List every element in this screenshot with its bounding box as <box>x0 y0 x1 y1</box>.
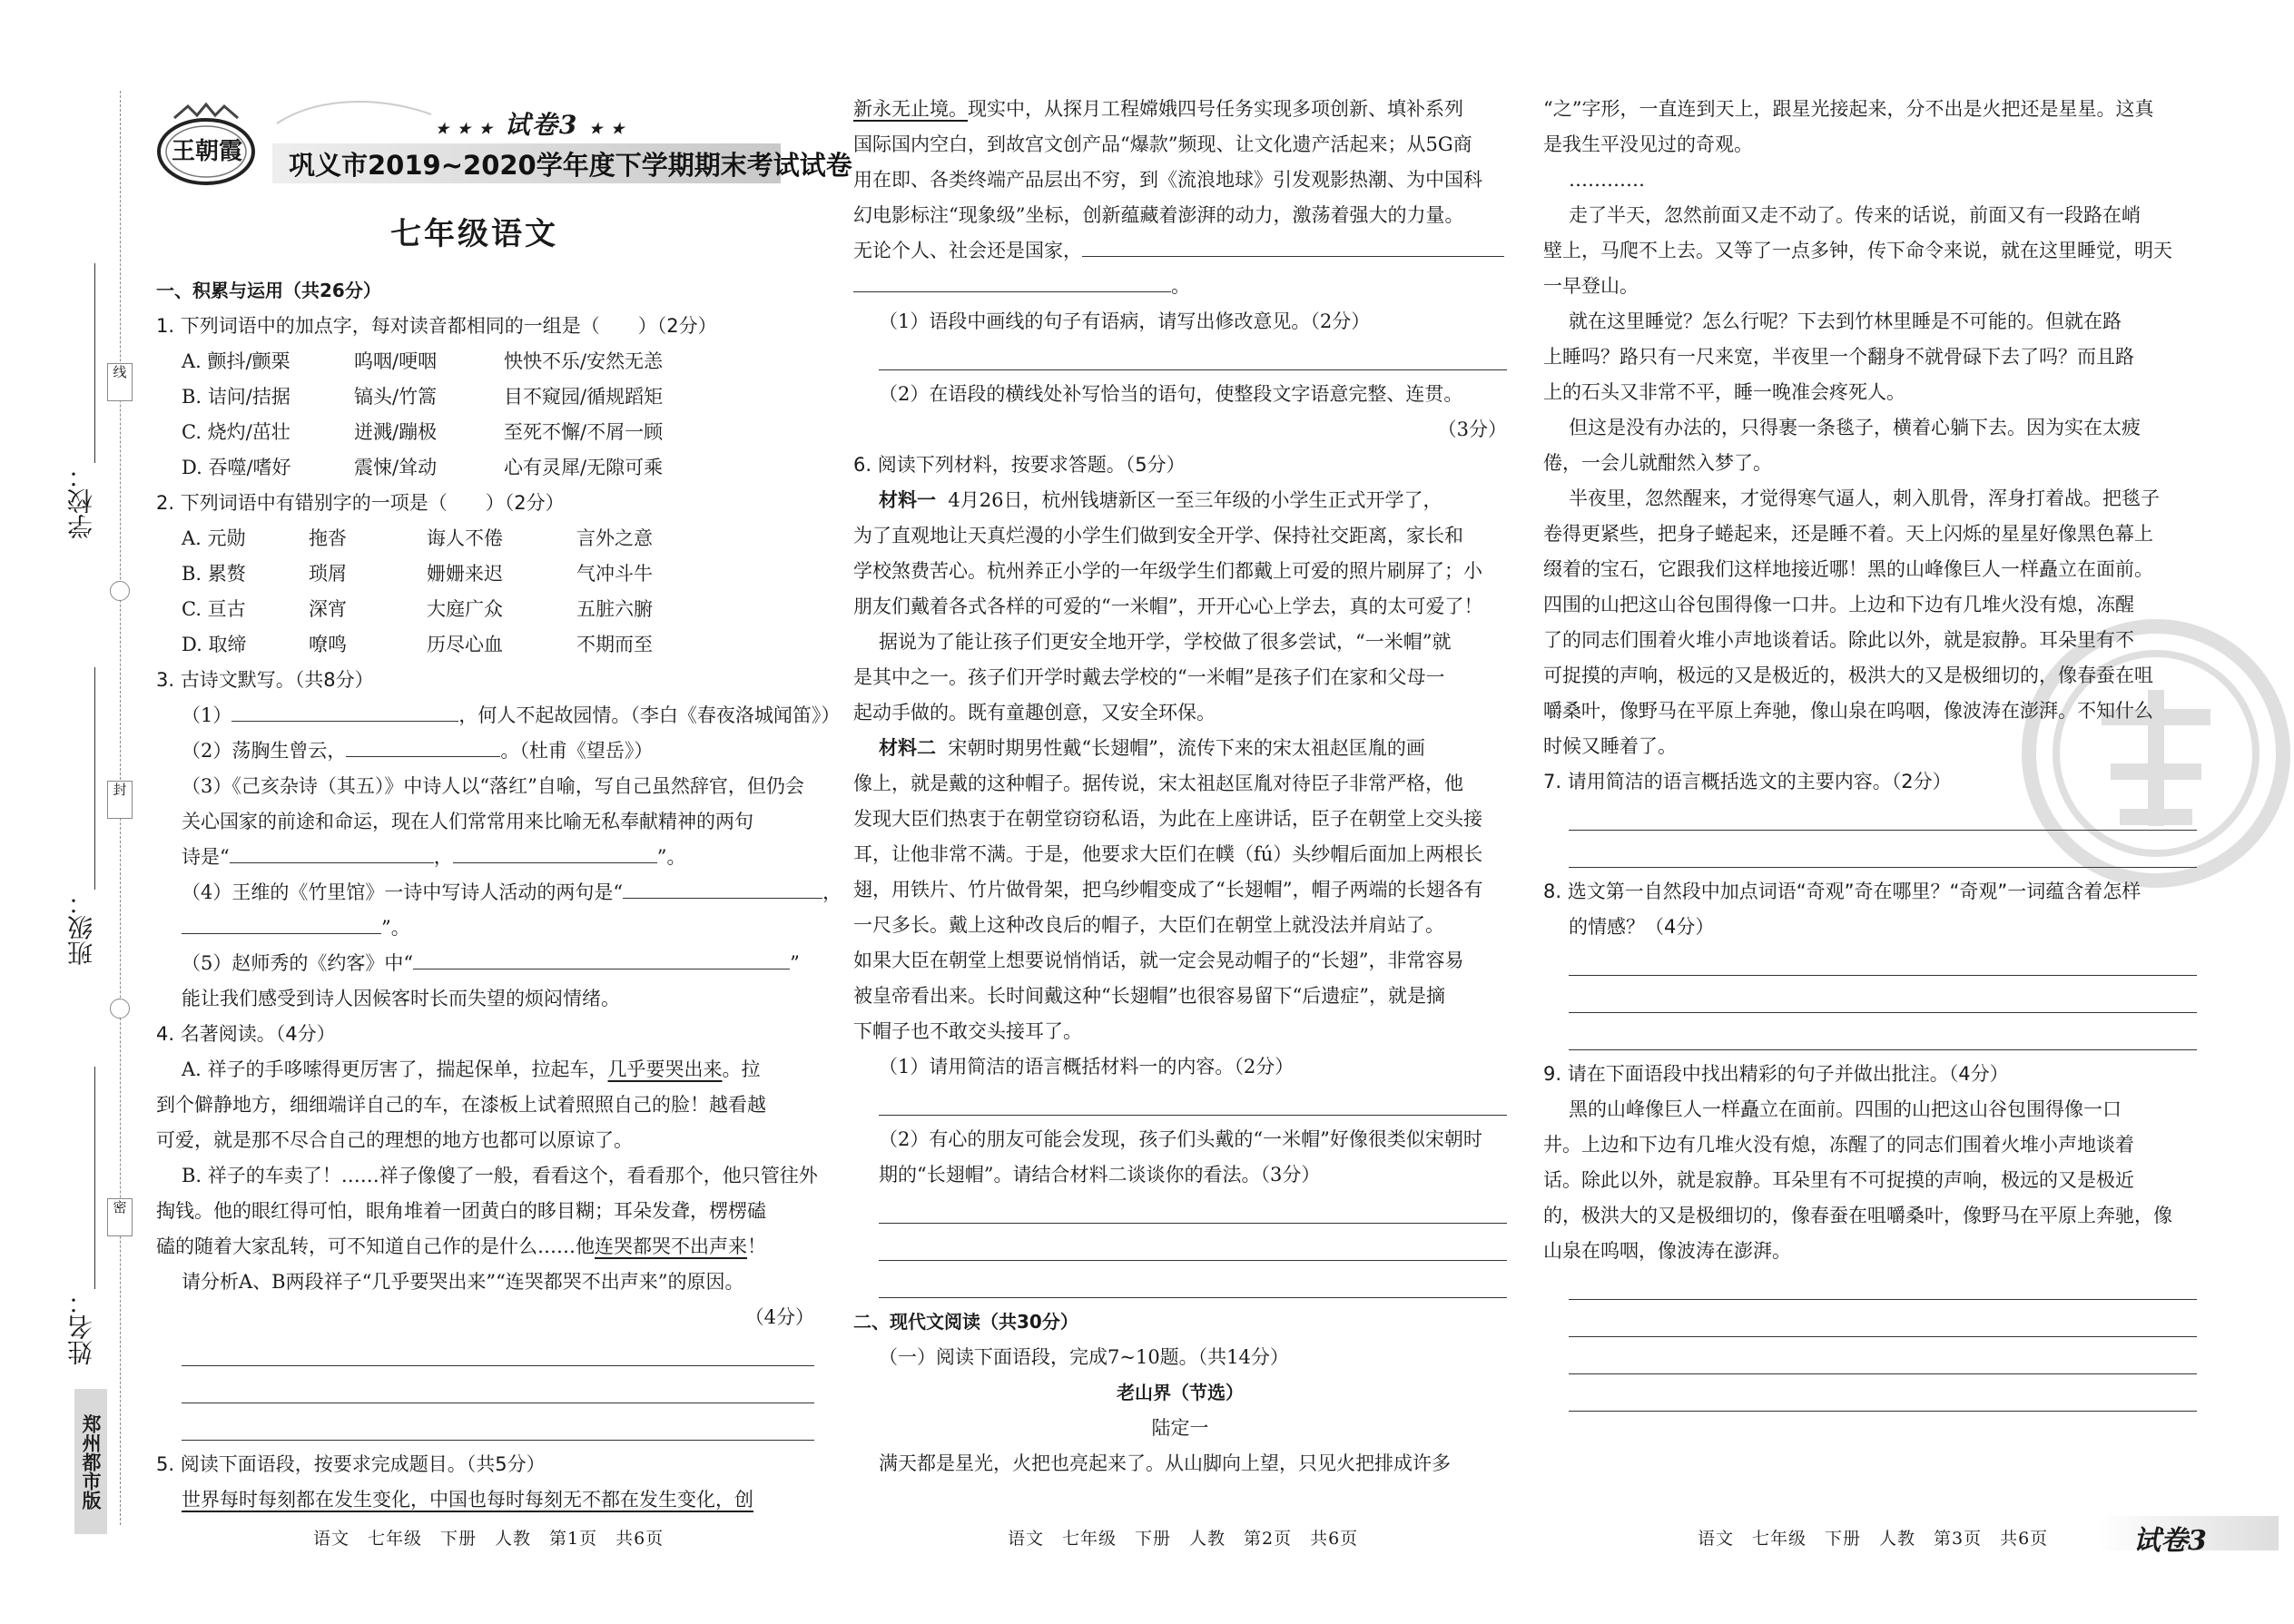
material-1-cont: 为了直观地让天真烂漫的小学生们做到安全开学、保持社交距离，家长和 <box>853 525 1463 546</box>
material-2: 材料二 宋朝时期男性戴“长翅帽”，流传下来的宋太祖赵匡胤的画 <box>879 737 1425 759</box>
q3-1: （1） ，何人不起故园情。（李白《春夜洛城闻笛》） <box>156 697 814 733</box>
publisher-tag: 郑州都市版 <box>74 1389 107 1534</box>
q4-score: （4分） <box>744 1306 814 1328</box>
q5-text-cont: 用在即、各类终端产品层出不穷，到《流浪地球》引发观影热潮、为中国科 <box>853 169 1482 191</box>
article-text: 但这是没有办法的，只得裹一条毯子，横着心躺下去。因为实在太疲 <box>1569 417 2141 438</box>
q3-3: （3）《己亥杂诗（其五）》中诗人以“落红”自喻，写自己虽然辞官，但仍会 <box>182 775 804 797</box>
material-2-cont: 发现大臣们热衷于在朝堂窃窃私语，为此在上座讲话，臣子在朝堂上交头接 <box>853 808 1482 830</box>
q2-option <box>156 520 814 556</box>
question-6: 6. 阅读下列材料，按要求答题。（5分） <box>853 454 1186 476</box>
article-text: 四围的山把这山谷包围得像一口井。上边和下边有几堆火没有熄，冻醒 <box>1543 594 2134 615</box>
cut-hole-icon <box>110 999 130 1019</box>
article-text: 走了半天，忽然前面又走不动了。传来的话说，前面又有一段路在峭 <box>1569 204 2141 226</box>
volume-badge: ★ ★ ★ 试卷3 ★ ★ <box>436 110 626 140</box>
q5-text-cont: 幻电影标注“现象级”坐标，创新蕴藏着澎湃的动力，激荡着强大的力量。 <box>853 204 1464 226</box>
q2-option-cell: C. 亘古 <box>182 598 246 620</box>
material-2-cont: 像上，就是戴的这种帽子。据传说，宋太祖赵匡胤对待臣子非常严格，他 <box>853 773 1463 794</box>
q2-option-cell: 姗姗来迟 <box>427 563 503 585</box>
material-2-cont: 如果大臣在朝堂上想要说悄悄话，就一定会晃动帽子的“长翅”，非常容易 <box>853 950 1464 971</box>
question-2: 2. 下列词语中有错别字的一项是（ ）（2分） <box>156 492 565 514</box>
material-1-cont: 起动手做的。既有童趣创意，又安全环保。 <box>853 702 1216 723</box>
answer-blank[interactable] <box>1082 234 1504 257</box>
q1-option-cell: D. 吞噬/嗜好 <box>182 457 291 478</box>
subject-title: 七年级语文 <box>390 216 558 252</box>
material-1-cont: 是其中之一。孩子们开学时戴去学校的“一米帽”是孩子们在家和父母一 <box>853 666 1445 688</box>
school-label: 学校： <box>66 463 96 539</box>
q2-option-cell: 嘹鸣 <box>309 634 347 655</box>
q6-1: （1）请用简洁的语言概括材料一的内容。（2分） <box>879 1056 1295 1078</box>
ribbon-decoration <box>272 87 436 133</box>
q5-2: （2）在语段的横线处补写恰当的语句，使整段文字语意完整、连贯。 <box>879 383 1463 405</box>
q1-option <box>156 379 814 414</box>
article-text: 卷得更紧些，把身子蜷起来，还是睡不着。天上闪烁的星星好像黑色幕上 <box>1543 523 2153 545</box>
q4-b: B. 祥子的车卖了！……祥子像傻了一般，看看这个，看看那个，他只管往外 <box>182 1165 818 1186</box>
article-text: 壁上，马爬不上去。又等了一点多钟，传下命令来说，就在这里睡觉，明天 <box>1543 240 2172 261</box>
material-1-cont: 据说为了能让孩子们更安全地开学，学校做了很多尝试，“一米帽”就 <box>879 631 1452 653</box>
q3-5: （5）赵师秀的《约客》中“ ” <box>156 945 814 980</box>
q5-text-cont: 无论个人、社会还是国家， <box>853 232 1507 268</box>
q6-1-answer[interactable] <box>879 1084 1507 1116</box>
q1-option <box>156 343 814 379</box>
material-2-cont: 被皇帝看出来。长时间戴这种“长翅帽”也很容易留下“后遗症”，就是摘 <box>853 985 1445 1007</box>
logo <box>156 102 265 188</box>
q1-option-cell: 呜咽/哽咽 <box>354 350 438 372</box>
q5-1-answer[interactable] <box>879 339 1507 370</box>
cut-tag-mi: 密 <box>107 1198 133 1236</box>
q5-blank-end: 。 <box>853 268 1507 303</box>
name-field[interactable] <box>94 1067 95 1289</box>
column-1 <box>156 272 842 1517</box>
article-text: 上睡吗？路只有一尺来宽，半夜里一个翻身不就骨碌下去了吗？而且路 <box>1543 346 2134 368</box>
article-text: 时候又睡着了。 <box>1543 735 1677 757</box>
question-4: 4. 名著阅读。（4分） <box>156 1023 336 1045</box>
q1-option-cell: B. 诘问/拮据 <box>182 386 290 408</box>
material-2-cont: 耳，让他非常不满。于是，他要求大臣们在幞（fú）头纱帽后面加上两根长 <box>853 843 1483 865</box>
material-2-cont: 翅，用铁片、竹片做骨架，把乌纱帽变成了“长翅帽”，帽子两端的长翅各有 <box>853 879 1483 901</box>
q5-text-cont: 新永无止境。现实中，从探月工程嫦娥四号任务实现多项创新、填补系列 <box>853 98 1463 120</box>
q9-passage: 话。除此以外，就是寂静。耳朵里有不可捉摸的声响，极远的又是极近 <box>1543 1169 2134 1191</box>
q4-b-cont: 掏钱。他的眼红得可怕，眼角堆着一团黄白的眵目糊；耳朵发聋，楞楞磕 <box>156 1200 766 1222</box>
q5-text: 世界每时每刻都在发生变化，中国也每时每刻无不都在发生变化，创 <box>182 1489 753 1511</box>
question-1: 1. 下列词语中的加点字，每对读音都相同的一组是（ ）（2分） <box>156 315 717 337</box>
question-3: 3. 古诗文默写。（共8分） <box>156 669 374 691</box>
q1-option <box>156 449 814 485</box>
q3-4-cont: ”。 <box>156 910 814 945</box>
footer-page-1: 语文 七年级 下册 人教 第1页 共6页 <box>313 1529 665 1549</box>
subsection-1: （一）阅读下面语段，完成7~10题。（共14分） <box>879 1346 1289 1368</box>
class-field[interactable] <box>94 667 95 890</box>
q2-option-cell: 历尽心血 <box>427 634 503 655</box>
footer-volume-tag: 试卷3 <box>2133 1525 2207 1557</box>
column-2 <box>853 91 1507 1481</box>
article-ellipsis: ………… <box>1569 169 1645 191</box>
footer-page-2: 语文 七年级 下册 人教 第2页 共6页 <box>1008 1529 1359 1549</box>
q6-2: （2）有心的朋友可能会发现，孩子们头戴的“一米帽”好像很类似宋朝时 <box>879 1128 1482 1150</box>
q2-option-cell: 拖沓 <box>309 527 347 549</box>
material-2-cont: 一尺多长。戴上这种改良后的帽子，大臣们在朝堂上就没法并肩站了。 <box>853 914 1444 936</box>
q3-3-cont: 关心国家的前途和命运，现在人们常常用来比喻无私奉献精神的两句 <box>182 811 753 832</box>
q1-option-cell: C. 烧灼/茁壮 <box>182 421 290 443</box>
question-7: 7. 请用简洁的语言概括选文的主要内容。（2分） <box>1543 771 1952 792</box>
q2-option-cell: 深宵 <box>309 598 347 620</box>
material-1-cont: 朋友们戴着各式各样的可爱的“一米帽”，开开心心上学去，真的太可爱了！ <box>853 595 1483 617</box>
q2-option-cell: 诲人不倦 <box>427 527 503 549</box>
q4-a: A. 祥子的手哆嗦得更厉害了，揣起保单，拉起车，几乎要哭出来。拉 <box>182 1058 761 1080</box>
q4-ask: 请分析A、B两段祥子“几乎要哭出来”“连哭都哭不出声来”的原因。 <box>182 1271 744 1293</box>
q2-option-cell: D. 取缔 <box>182 634 247 655</box>
answer-blank[interactable] <box>231 699 458 722</box>
q2-option-cell: 气冲斗牛 <box>576 563 653 585</box>
q3-4: （4）王维的《竹里馆》一诗中写诗人活动的两句是“ ， <box>156 874 814 910</box>
q2-option-cell: 五脏六腑 <box>576 598 653 620</box>
q5-2-score: （3分） <box>1437 418 1507 440</box>
answer-blank[interactable] <box>453 841 657 863</box>
article-text: 就在这里睡觉？怎么行呢？下去到竹林里睡是不可能的。但就在路 <box>1569 310 2122 332</box>
q2-option-cell: 琐屑 <box>309 563 347 585</box>
q3-5-cont: 能让我们感受到诗人因候客时长而失望的烦闷情绪。 <box>182 988 620 1009</box>
article-text: 半夜里，忽然醒来，才觉得寒气逼人，刺入肌骨，浑身打着战。把毯子 <box>1569 487 2160 509</box>
answer-blank[interactable] <box>230 841 434 863</box>
q1-option-cell: 心有灵犀/无隙可乘 <box>504 457 664 478</box>
article-text: 可捉摸的声响，极远的又是极近的，极洪大的又是极细切的，像春蚕在咀 <box>1543 664 2153 686</box>
q1-option-cell: 震悚/耸动 <box>354 457 438 478</box>
q9-passage: 山泉在呜咽，像波涛在澎湃。 <box>1543 1240 1791 1262</box>
q2-option-cell: A. 元勋 <box>182 527 246 549</box>
question-8-cont: 的情感？（4分） <box>1569 916 1715 938</box>
q9-answer[interactable] <box>1569 1268 2197 1412</box>
q1-option-cell: 镐头/竹篙 <box>354 386 438 408</box>
q4-answer-area[interactable] <box>182 1334 814 1441</box>
q8-answer[interactable] <box>1569 944 2197 1050</box>
q4-a-cont: 到个僻静地方，细细端详自己的车，在漆板上试着照照自己的脸！越看越 <box>156 1094 766 1116</box>
article-text: “之”字形，一直连到天上，跟星光接起来，分不出是火把还是星星。这真 <box>1543 98 2154 120</box>
q9-passage: 的，极洪大的又是极细切的，像春蚕在咀嚼桑叶，像野马在平原上奔驰，像 <box>1543 1205 2172 1226</box>
q1-option-cell: 目不窥园/循规蹈矩 <box>504 386 664 408</box>
volume-label: 试卷3 <box>504 110 579 140</box>
footer-page-3: 语文 七年级 下册 人教 第3页 共6页 <box>1698 1529 2049 1549</box>
q1-option-cell: 怏怏不乐/安然无恙 <box>504 350 664 372</box>
q9-passage: 井。上边和下边有几堆火没有熄，冻醒了的同志们围着火堆小声地谈着 <box>1543 1134 2134 1156</box>
article-text: 倦，一会儿就酣然入梦了。 <box>1543 452 1772 474</box>
material-1-cont: 学校煞费苦心。杭州养正小学的一年级学生们都戴上可爱的照片刷屏了；小 <box>853 560 1482 582</box>
article-text: 了的同志们围着火堆小声地谈着话。除此以外，就是寂静。耳朵里有不 <box>1543 629 2134 651</box>
article-text: 一早登山。 <box>1543 275 1639 297</box>
q3-2: （2）荡胸生曾云， 。（杜甫《望岳》） <box>156 733 814 768</box>
cut-tag-xian: 线 <box>107 363 133 401</box>
q5-text-cont: 国际国内空白，到故宫文创产品“爆款”频现、让文化遗产活起来；从5G商 <box>853 133 1472 155</box>
q2-option-cell: 大庭广众 <box>427 598 503 620</box>
q2-option-cell: 言外之意 <box>576 527 653 549</box>
exam-title: 巩义市2019~2020学年度下学期期末考试试卷 <box>289 150 852 181</box>
school-field[interactable] <box>94 263 95 463</box>
article-text: 嚼桑叶，像野马在平原上奔驰，像山泉在呜咽，像波涛在澎湃。不知什么 <box>1543 700 2153 722</box>
article-author: 陆定一 <box>1151 1417 1209 1439</box>
q5-1: （1）语段中画线的句子有语病，请写出修改意见。（2分） <box>879 310 1371 332</box>
q4-b-cont: 磕的随着大家乱转，可不知道自己作的是什么……他连哭都哭不出声来！ <box>156 1235 766 1257</box>
section-1-heading: 一、积累与运用（共26分） <box>156 280 381 301</box>
q9-passage: 黑的山峰像巨人一样矗立在面前。四围的山把这山谷包围得像一口 <box>1569 1098 2122 1120</box>
logo-text: 王朝霞 <box>171 138 242 165</box>
cut-tag-feng: 封 <box>107 781 133 819</box>
answer-blank[interactable] <box>182 911 381 934</box>
q1-option-cell: A. 颤抖/颤栗 <box>182 350 290 372</box>
article-text: 上的石头又非常不平，睡一晚准会疼死人。 <box>1543 381 1905 403</box>
article-title: 老山界（节选） <box>1117 1382 1244 1403</box>
material-2-cont: 下帽子也不敢交头接耳了。 <box>853 1020 1082 1042</box>
section-2-heading: 二、现代文阅读（共30分） <box>853 1311 1078 1333</box>
q2-option <box>156 626 814 662</box>
answer-blank[interactable] <box>853 270 1171 292</box>
q2-option-cell: 不期而至 <box>576 634 653 655</box>
q1-option <box>156 414 814 449</box>
answer-blank[interactable] <box>413 947 790 969</box>
question-9: 9. 请在下面语段中找出精彩的句子并做出批注。（4分） <box>1543 1063 2009 1085</box>
q6-2-cont: 期的“长翅帽”。请结合材料二谈谈你的看法。（3分） <box>879 1164 1321 1186</box>
q3-3-answer: 诗是“ ， ”。 <box>156 839 814 874</box>
q2-option <box>156 591 814 626</box>
material-1: 材料一 4月26日，杭州钱塘新区一至三年级的小学生正式开学了， <box>879 489 1442 511</box>
cut-hole-icon <box>110 581 130 601</box>
q1-option-cell: 迸溅/蹦极 <box>354 421 438 443</box>
q2-option <box>156 556 814 591</box>
article-text: 是我生平没见过的奇观。 <box>1543 133 1753 155</box>
answer-blank[interactable] <box>623 876 822 899</box>
q6-2-answer[interactable] <box>879 1192 1507 1298</box>
q1-option-cell: 至死不懈/不屑一顾 <box>504 421 664 443</box>
question-5: 5. 阅读下面语段，按要求完成题目。（共5分） <box>156 1453 546 1475</box>
q4-a-cont: 可爱，就是那不尽合自己的理想的地方也都可以原谅了。 <box>156 1129 633 1151</box>
watermark-seal-icon <box>2020 617 2292 890</box>
q2-option-cell: B. 累赘 <box>182 563 246 585</box>
article-text: 缀着的宝石，它跟我们这样地接近哪！黑的山峰像巨人一样矗立在面前。 <box>1543 558 2153 580</box>
class-label: 班级： <box>66 890 96 966</box>
name-label: 姓名： <box>66 1289 96 1365</box>
article-text: 满天都是星光，火把也亮起来了。从山脚向上望，只见火把排成许多 <box>879 1452 1451 1474</box>
question-8: 8. 选文第一自然段中加点词语“奇观”奇在哪里？“奇观”一词蕴含着怎样 <box>1543 881 2141 902</box>
answer-blank[interactable] <box>346 734 500 757</box>
